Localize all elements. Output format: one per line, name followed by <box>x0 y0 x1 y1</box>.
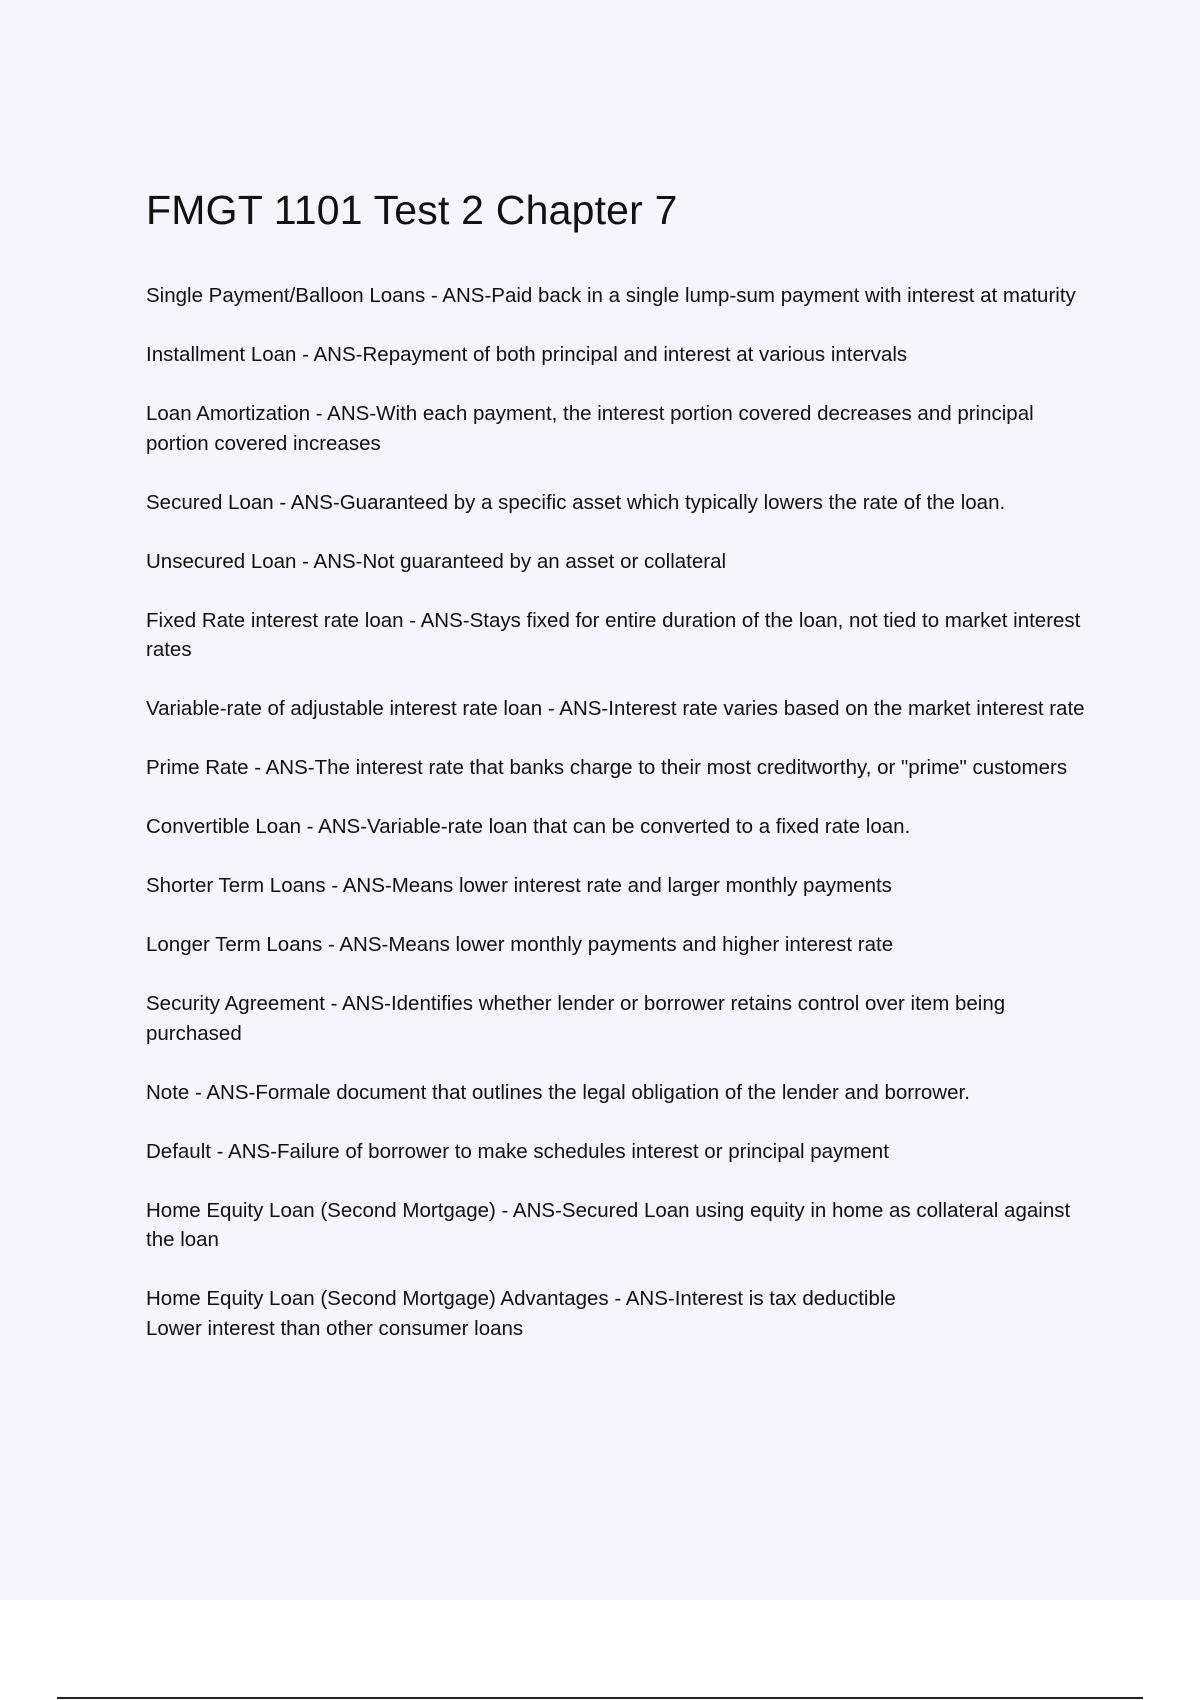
qa-item-note: Note - ANS-Formale document that outlines the legal obligation of the lender and borrower. <box>146 1080 970 1104</box>
footer-divider <box>57 1697 1143 1699</box>
qa-item-convertible-loan: Convertible Loan - ANS-Variable-rate loan that can be converted to a fixed rate loan. <box>146 815 911 838</box>
qa-item-shorter-term: Shorter Term Loans - ANS-Means lower interest rate and larger monthly payments <box>146 874 892 897</box>
qa-item-longer-term: Longer Term Loans - ANS-Means lower monthly payments and higher interest rate <box>146 933 894 956</box>
qa-item-default: Default - ANS-Failure of borrower to make schedules interest or principal payment <box>146 1139 889 1163</box>
qa-item-loan-amortization: Loan Amortization - ANS-With each payment, the interest portion covered decreases and principal portion covered increases <box>146 402 1034 455</box>
qa-item-home-equity-loan: Home Equity Loan (Second Mortgage) - ANS-Secured Loan using equity in home as collateral against the loan <box>146 1198 1071 1251</box>
qa-item-installment-loan: Installment Loan - ANS-Repayment of both principal and interest at various intervals <box>146 343 908 366</box>
qa-item-prime-rate: Prime Rate - ANS-The interest rate that banks charge to their most creditworthy, or "prime" customers <box>146 756 1068 779</box>
qa-item-fixed-rate: Fixed Rate interest rate loan - ANS-Stays fixed for entire duration of the loan, not tied to market interest rates <box>146 608 1081 661</box>
qa-item-variable-rate: Variable-rate of adjustable interest rate loan - ANS-Interest rate varies based on the market interest rate <box>146 697 1085 720</box>
qa-item-security-agreement: Security Agreement - ANS-Identifies whether lender or borrower retains control over item being purchased <box>146 992 1006 1045</box>
document-content <box>146 186 1086 1373</box>
qa-item-unsecured-loan: Unsecured Loan - ANS-Not guaranteed by an asset or collateral <box>146 549 727 573</box>
qa-item-secured-loan: Secured Loan - ANS-Guaranteed by a specific asset which typically lowers the rate of the loan. <box>146 490 1006 514</box>
page-title: FMGT 1101 Test 2 Chapter 7 <box>146 187 678 233</box>
qa-item-home-equity-advantages: Home Equity Loan (Second Mortgage) Advantages - ANS-Interest is tax deductible Lower interest than other consumer loans <box>146 1287 896 1340</box>
qa-list <box>146 281 1086 1343</box>
qa-item-single-payment: Single Payment/Balloon Loans - ANS-Paid back in a single lump-sum payment with interest at maturity <box>146 284 1076 307</box>
